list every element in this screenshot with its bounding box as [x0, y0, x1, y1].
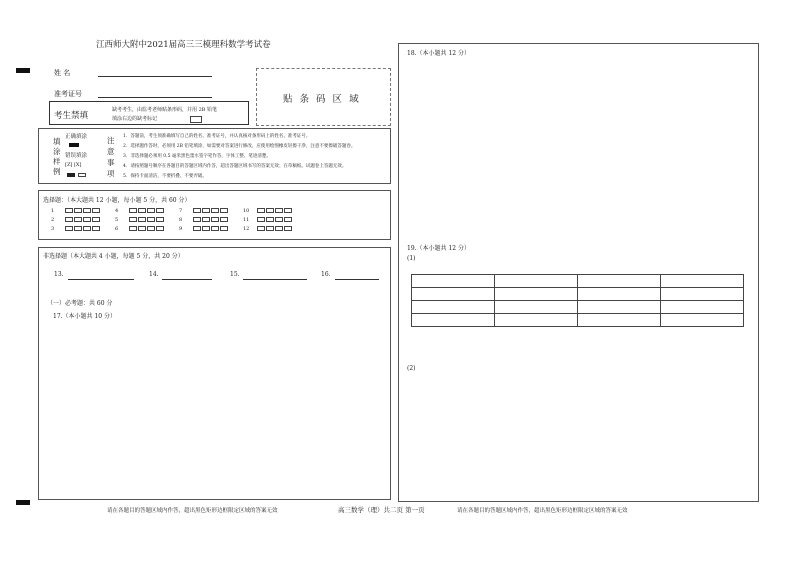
choice-option-bubble[interactable]: [266, 208, 274, 213]
notes-list: [123, 132, 389, 182]
choice-option-bubble[interactable]: [266, 226, 274, 231]
non-choice-section: [38, 247, 391, 500]
choice-option-bubble[interactable]: [220, 226, 228, 231]
choice-option-bubble[interactable]: [266, 217, 274, 222]
choice-option-bubble[interactable]: [129, 226, 137, 231]
choice-option-bubble[interactable]: [92, 226, 100, 231]
choice-question-6: [115, 226, 165, 232]
absent-mark-box[interactable]: [190, 116, 202, 123]
choice-question-5: [115, 217, 165, 223]
absent-note-2: 填涂右边的缺考标记: [112, 116, 158, 122]
q19-part1-label: (1): [407, 255, 416, 262]
choice-option-bubble[interactable]: [284, 226, 292, 231]
choice-question-11: [243, 217, 293, 223]
choice-question-number: 6: [115, 226, 119, 232]
choice-question-number: 5: [115, 217, 119, 223]
fill-wrong-mark-solid: [67, 173, 75, 177]
name-field[interactable]: [98, 68, 212, 77]
table-row: [412, 301, 744, 314]
choice-option-bubble[interactable]: [65, 226, 73, 231]
footer-page-info: 高三数学（理）共二页 第一页: [338, 506, 425, 514]
q14-label: 14.: [149, 271, 159, 278]
choice-option-bubble[interactable]: [147, 208, 155, 213]
choice-title: 选择题：（本大题共 12 小题，每小题 5 分，共 60 分）: [43, 197, 191, 204]
q17-title: 17.（本小题共 10 分）: [53, 313, 116, 320]
fill-example-side-label: 填涂样例: [53, 137, 61, 176]
non-choice-title: 非选择题（本大题共 4 小题，每题 5 分，共 20 分）: [43, 253, 184, 260]
choice-option-bubble[interactable]: [65, 217, 73, 222]
table-row: [412, 288, 744, 301]
choice-question-8: [179, 217, 229, 223]
choice-option-bubble[interactable]: [202, 226, 210, 231]
choice-question-number: 1: [51, 208, 55, 214]
note-line: 2．选择题作答时，必须用 2B 铅笔填涂，如需要对答案进行修改，应使用绘图橡皮轻擦干净，注意不要擦破答题卷。: [123, 144, 356, 149]
footer-notice-left: 请在各题目的答题区域内作答，超出黑色矩形边框限定区域的答案无效: [107, 508, 278, 514]
absent-note-1: 缺考考生，由监考老师贴条形码，并用 2B 铅笔: [112, 107, 218, 113]
choice-question-number: 12: [243, 226, 250, 232]
note-line: 4．请按照题号顺序在各题目的答题区域内作答，超出答题区域书写的答案无效；在草稿纸、试题卷上答题无效。: [123, 164, 347, 169]
exam-number-label: 准考证号: [54, 90, 82, 98]
choice-question-number: 4: [115, 208, 119, 214]
table-row: [412, 314, 744, 327]
fill-wrong-marks: [Z] [X]: [65, 162, 82, 168]
choice-option-bubble[interactable]: [92, 217, 100, 222]
choice-question-number: 3: [51, 226, 55, 232]
positioning-marker-bottom: [16, 500, 30, 505]
absent-box: [49, 101, 249, 125]
q19-data-table: [411, 274, 744, 327]
choice-question-3: [51, 226, 101, 232]
fill-correct-mark: [69, 143, 79, 147]
choice-option-bubble[interactable]: [211, 217, 219, 222]
instructions-block: [38, 128, 391, 184]
fill-correct-label: 正确填涂: [65, 134, 88, 140]
choice-option-bubble[interactable]: [257, 217, 265, 222]
notes-side-label: 注意事项: [107, 136, 115, 178]
choice-option-bubble[interactable]: [74, 226, 82, 231]
choice-question-1: [51, 208, 101, 214]
choice-option-bubble[interactable]: [284, 217, 292, 222]
choice-option-bubble[interactable]: [138, 217, 146, 222]
choice-option-bubble[interactable]: [284, 208, 292, 213]
choice-option-bubble[interactable]: [211, 208, 219, 213]
q16-label: 16.: [321, 271, 331, 278]
page-title: 江西师大附中2021届高三三模理科数学考试卷: [96, 40, 271, 50]
q16-answer-line[interactable]: [335, 271, 379, 280]
choice-question-4: [115, 208, 165, 214]
choice-option-bubble[interactable]: [220, 208, 228, 213]
choice-question-number: 9: [179, 226, 183, 232]
choice-option-bubble[interactable]: [74, 217, 82, 222]
choice-question-number: 11: [243, 217, 250, 223]
barcode-area-label: 贴 条 码 区 域: [283, 94, 361, 105]
choice-option-bubble[interactable]: [257, 226, 265, 231]
table-row: [412, 275, 744, 288]
name-label: 姓 名: [54, 69, 71, 77]
q19-part2-label: (2): [407, 365, 416, 372]
q18-title: 18.（本小题共 12 分）: [407, 50, 470, 57]
choice-option-bubble[interactable]: [74, 208, 82, 213]
exam-number-field[interactable]: [98, 89, 212, 98]
choice-option-bubble[interactable]: [129, 208, 137, 213]
choice-option-bubble[interactable]: [193, 226, 201, 231]
choice-question-7: [179, 208, 229, 214]
choice-question-number: 7: [179, 208, 183, 214]
choice-option-bubble[interactable]: [211, 226, 219, 231]
choice-option-bubble[interactable]: [138, 208, 146, 213]
choice-question-number: 2: [51, 217, 55, 223]
choice-question-9: [179, 226, 229, 232]
choice-question-number: 8: [179, 217, 183, 223]
choice-option-bubble[interactable]: [147, 226, 155, 231]
choice-option-bubble[interactable]: [193, 208, 201, 213]
choice-option-bubble[interactable]: [275, 217, 283, 222]
choice-option-bubble[interactable]: [275, 226, 283, 231]
choice-question-2: [51, 217, 101, 223]
q15-label: 15.: [230, 271, 240, 278]
fill-wrong-mark-box: [78, 173, 86, 177]
choice-option-bubble[interactable]: [129, 217, 137, 222]
choice-section: [38, 190, 391, 240]
q13-answer-line[interactable]: [68, 271, 134, 280]
choice-option-bubble[interactable]: [156, 217, 164, 222]
answer-area-right: [398, 43, 759, 502]
footer-notice-right: 请在各题目的答题区域内作答，超出黑色矩形边框限定区域的答案无效: [457, 508, 628, 514]
choice-option-bubble[interactable]: [83, 217, 91, 222]
choice-option-bubble[interactable]: [138, 226, 146, 231]
barcode-area: [256, 68, 391, 126]
choice-option-bubble[interactable]: [156, 208, 164, 213]
choice-question-12: [243, 226, 293, 232]
choice-option-bubble[interactable]: [147, 217, 155, 222]
choice-option-bubble[interactable]: [220, 217, 228, 222]
note-line: 5．保持卡面清洁，不要折叠、不要弄破。: [123, 174, 207, 179]
choice-question-number: 10: [243, 208, 250, 214]
q15-answer-line[interactable]: [243, 271, 307, 280]
fill-wrong-label: 错误填涂: [65, 153, 88, 159]
choice-question-10: [243, 208, 293, 214]
required-section-title: （一）必考题：共 60 分: [47, 300, 113, 307]
note-line: 3．非选择题必须用 0.5 毫米黑色墨水签字笔作答，字体工整、笔迹清楚。: [123, 154, 271, 159]
positioning-marker-top: [16, 68, 30, 73]
absent-title: 考生禁填: [54, 111, 89, 121]
choice-option-bubble[interactable]: [257, 208, 265, 213]
q13-label: 13.: [54, 271, 64, 278]
choice-option-bubble[interactable]: [202, 217, 210, 222]
choice-option-bubble[interactable]: [65, 208, 73, 213]
choice-option-bubble[interactable]: [92, 208, 100, 213]
choice-option-bubble[interactable]: [202, 208, 210, 213]
q19-title: 19.（本小题共 12 分）: [407, 245, 470, 252]
choice-option-bubble[interactable]: [275, 208, 283, 213]
choice-option-bubble[interactable]: [193, 217, 201, 222]
note-line: 1．答题前，考生须准确填写自己的姓名、准考证号，并认真核对条形码上的姓名、准考证号。: [123, 134, 311, 139]
choice-option-bubble[interactable]: [83, 208, 91, 213]
choice-option-bubble[interactable]: [83, 226, 91, 231]
choice-option-bubble[interactable]: [156, 226, 164, 231]
q14-answer-line[interactable]: [162, 271, 212, 280]
